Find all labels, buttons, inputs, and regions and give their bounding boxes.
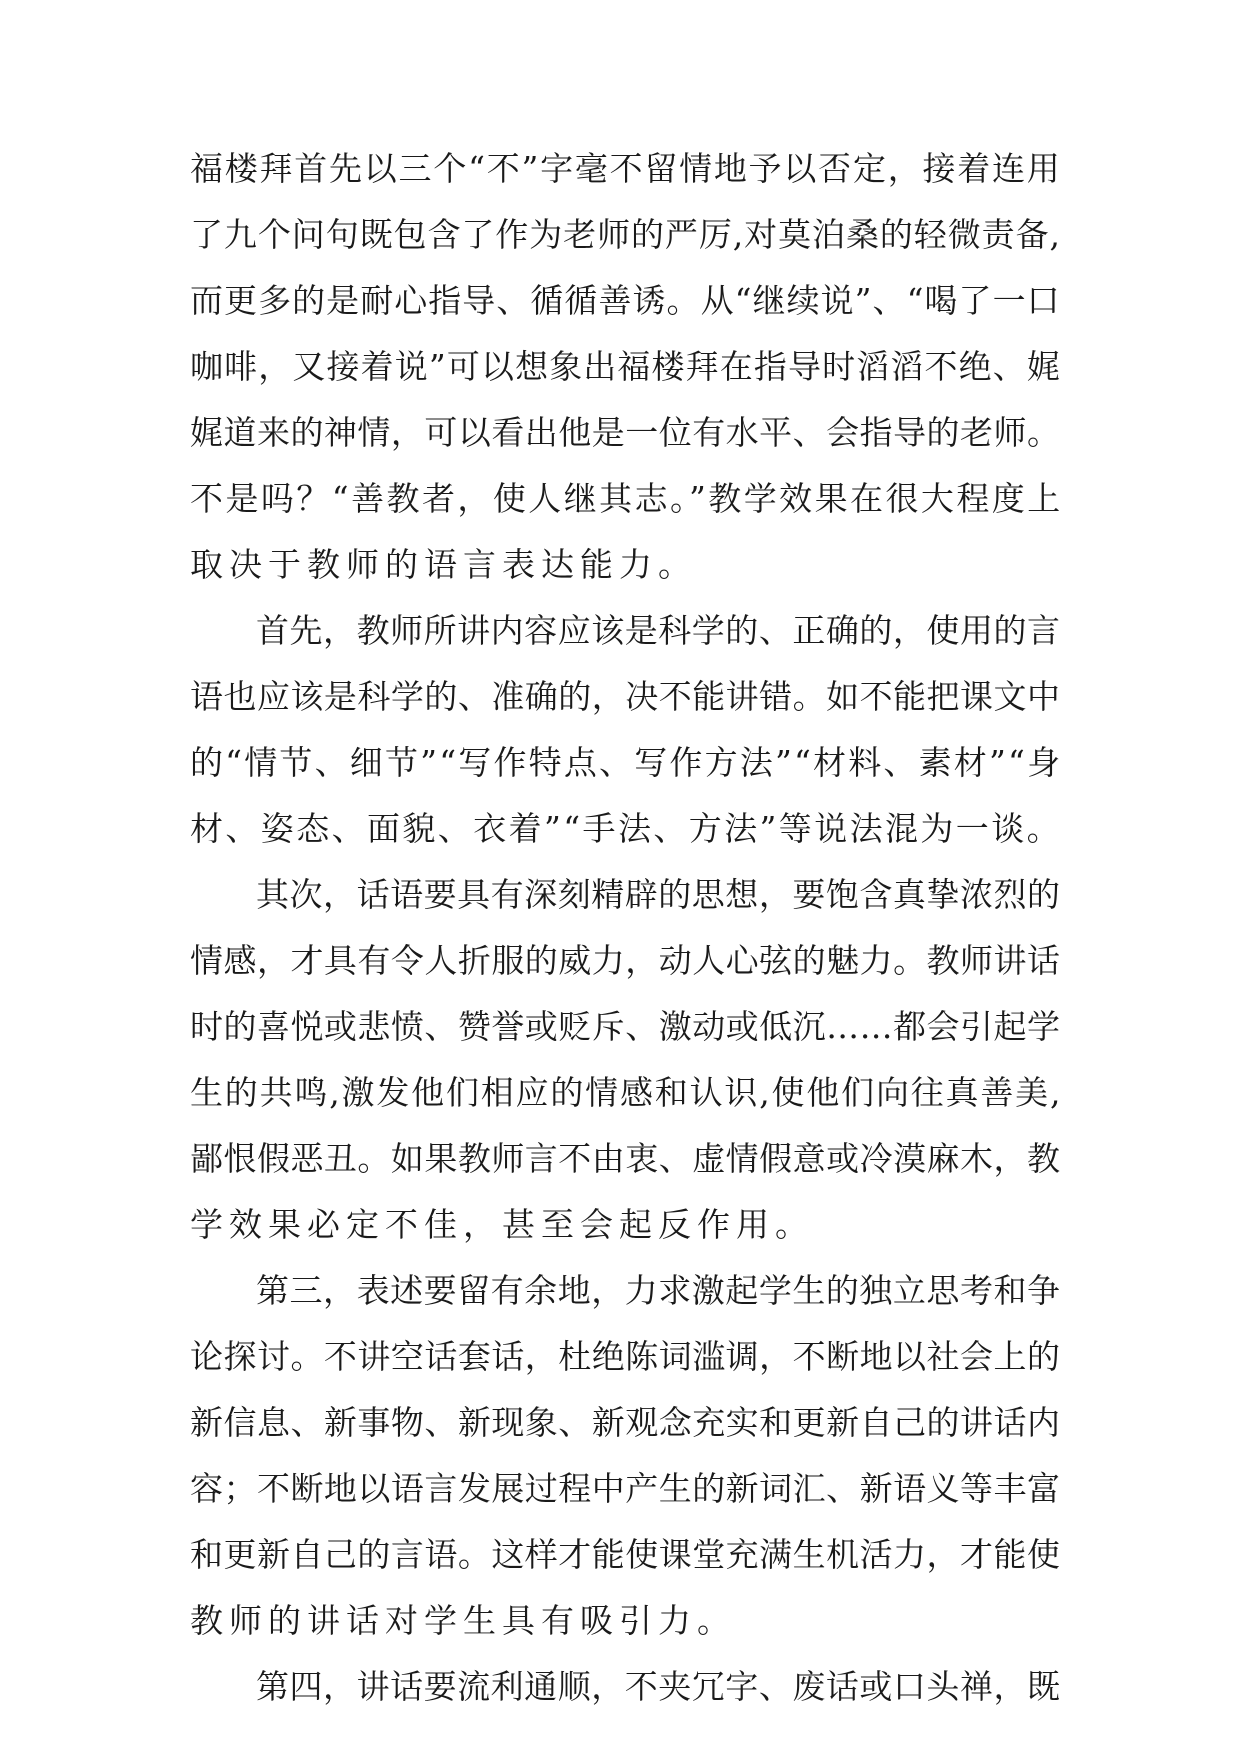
paragraph-start-line: 第四，讲话要流利通顺，不夹冗字、废话或口头禅，既 <box>256 1667 1061 1706</box>
text-line: 语也应该是科学的、准确的，决不能讲错。如不能把课文中 <box>190 677 1061 716</box>
text-line: 咖啡，又接着说”可以想象出福楼拜在指导时滔滔不绝、娓 <box>190 347 1061 386</box>
text-line: 的“情节、细节”“写作特点、写作方法”“材料、素材”“身 <box>190 743 1063 782</box>
text-line: 不是吗？“善教者，使人继其志。”教学效果在很大程度上 <box>190 479 1063 518</box>
text-line: 容；不断地以语言发展过程中产生的新词汇、新语义等丰富 <box>190 1469 1061 1508</box>
text-line: 而更多的是耐心指导、循循善诱。从“继续说”、“喝了一口 <box>190 281 1061 320</box>
paragraph-start-line: 其次，话语要具有深刻精辟的思想，要饱含真挚浓烈的 <box>256 875 1061 914</box>
paragraph-start-line: 首先，教师所讲内容应该是科学的、正确的，使用的言 <box>256 611 1061 650</box>
text-line: 娓道来的神情，可以看出他是一位有水平、会指导的老师。 <box>190 413 1061 452</box>
text-line: 鄙恨假恶丑。如果教师言不由衷、虚情假意或冷漠麻木，教 <box>190 1139 1061 1178</box>
text-line: 生的共鸣,激发他们相应的情感和认识,使他们向往真善美, <box>190 1073 1063 1112</box>
text-line: 材、姿态、面貌、衣着”“手法、方法”等说法混为一谈。 <box>190 809 1063 848</box>
text-line: 取决于教师的语言表达能力。 <box>190 545 697 584</box>
text-line: 情感，才具有令人折服的威力，动人心弦的魅力。教师讲话 <box>190 941 1061 980</box>
text-line: 了九个问句既包含了作为老师的严厉,对莫泊桑的轻微责备, <box>190 215 1061 254</box>
text-line: 福楼拜首先以三个“不”字毫不留情地予以否定，接着连用 <box>190 149 1062 188</box>
text-line: 教师的讲话对学生具有吸引力。 <box>190 1601 736 1640</box>
text-line: 学效果必定不佳，甚至会起反作用。 <box>190 1205 814 1244</box>
paragraph-start-line: 第三，表述要留有余地，力求激起学生的独立思考和争 <box>256 1271 1061 1310</box>
text-line: 新信息、新事物、新现象、新观念充实和更新自己的讲话内 <box>190 1403 1061 1442</box>
text-line: 和更新自己的言语。这样才能使课堂充满生机活力，才能使 <box>190 1535 1061 1574</box>
text-line: 论探讨。不讲空话套话，杜绝陈词滥调，不断地以社会上的 <box>190 1337 1061 1376</box>
text-line: 时的喜悦或悲愤、赞誉或贬斥、激动或低沉……都会引起学 <box>190 1007 1061 1046</box>
